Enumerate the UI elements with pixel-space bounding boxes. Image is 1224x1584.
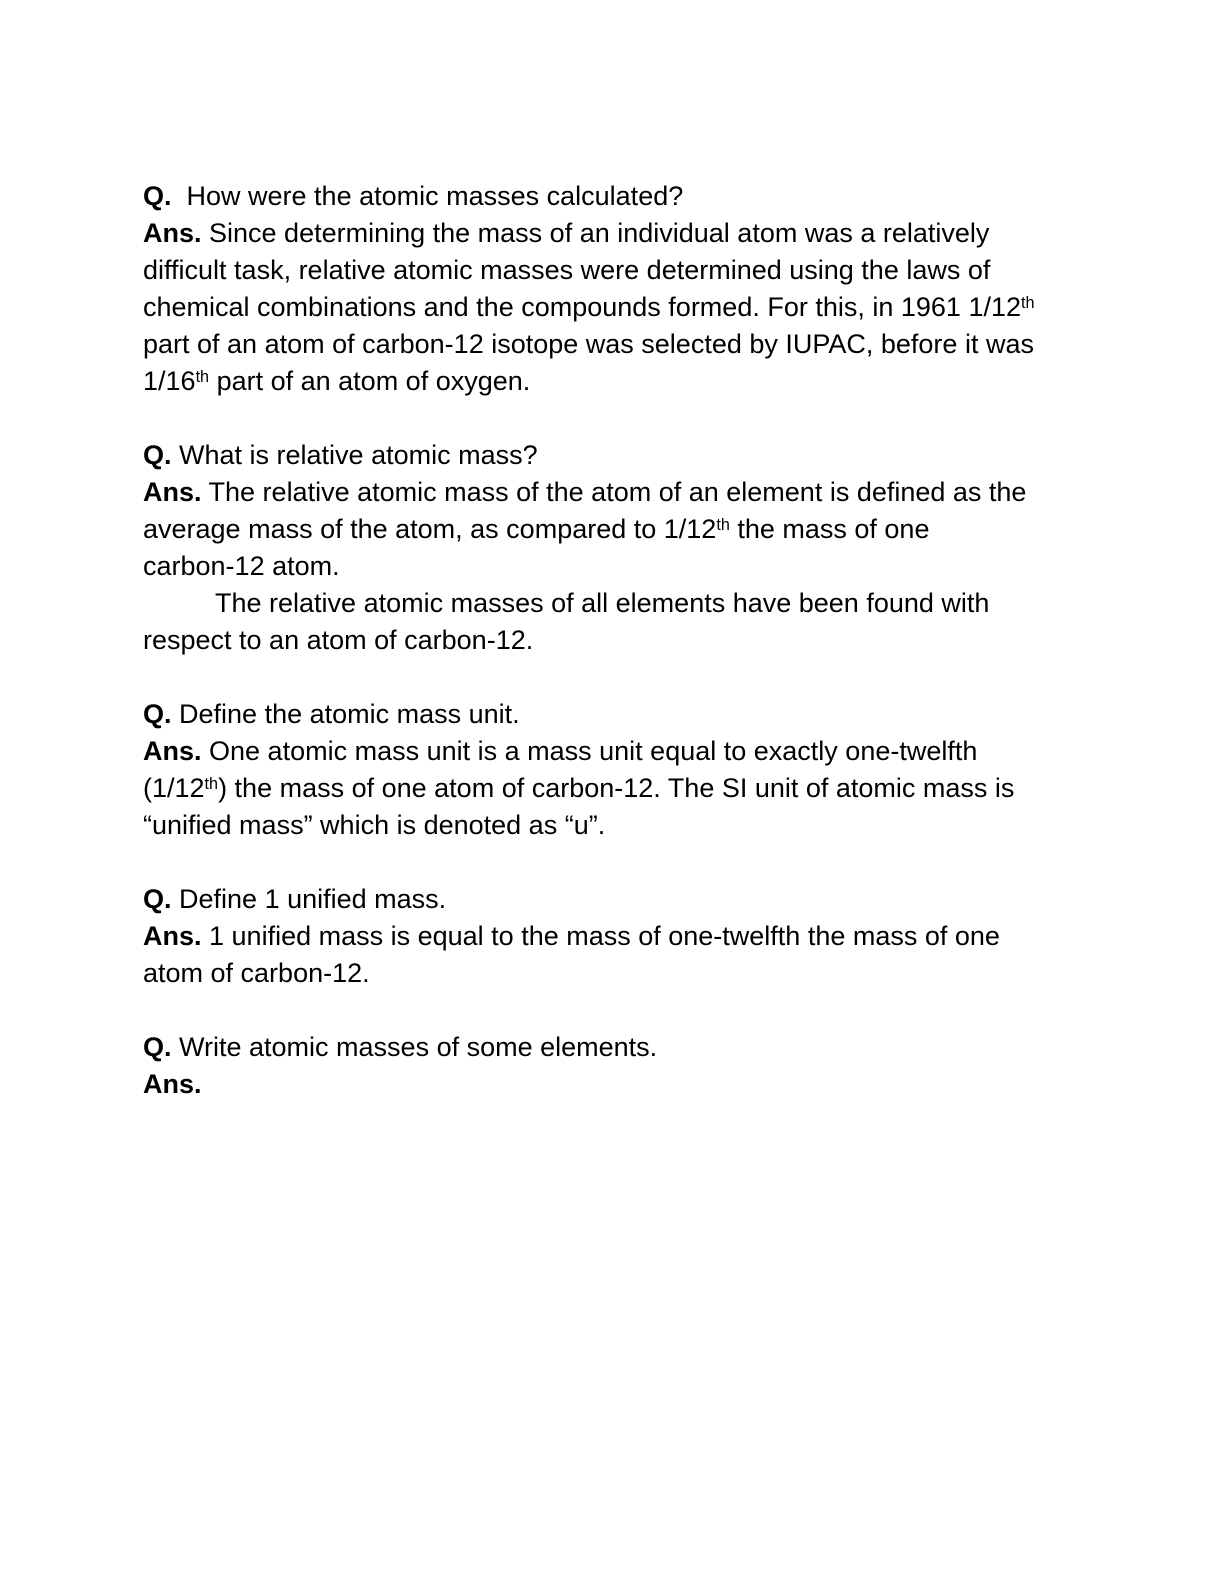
- qa-text: “unified mass” which is denoted as “u”.: [143, 810, 606, 840]
- document-body: [143, 178, 1083, 1140]
- qa-text: average mass of the atom, as compared to 1/12: [143, 514, 717, 544]
- qa-text: The relative atomic masses of all elements have been found with: [215, 588, 990, 618]
- qa-text: carbon-12 atom.: [143, 551, 340, 581]
- qa-text: ) the mass of one atom of carbon-12. The SI unit of atomic mass is: [218, 773, 1015, 803]
- qa-text: respect to an atom of carbon-12.: [143, 625, 534, 655]
- ordinal-superscript: th: [195, 368, 210, 387]
- qa-text: difficult task, relative atomic masses were determined using the laws of: [143, 255, 991, 285]
- ordinal-superscript: th: [716, 516, 730, 535]
- qa-text: atom of carbon-12.: [143, 958, 370, 988]
- qa-text: Write atomic masses of some elements.: [171, 1032, 658, 1062]
- qa-text: Define the atomic mass unit.: [171, 699, 520, 729]
- qa-paragraph: [143, 696, 1083, 844]
- qa-text: part of an atom of oxygen.: [209, 366, 531, 396]
- qa-paragraph: [143, 1029, 1083, 1103]
- tab-indent: [143, 611, 215, 612]
- qa-text: The relative atomic mass of the atom of an element is defined as the: [201, 477, 1027, 507]
- qa-paragraph: [143, 178, 1083, 400]
- qa-label: Q.: [143, 884, 172, 914]
- qa-text: 1/16: [143, 366, 196, 396]
- qa-text: the mass of one: [729, 514, 930, 544]
- qa-label: Q.: [143, 1032, 172, 1062]
- qa-text: Since determining the mass of an individual atom was a relatively: [201, 218, 990, 248]
- qa-label: Q.: [143, 440, 172, 470]
- qa-text: How were the atomic masses calculated?: [171, 181, 684, 211]
- ordinal-superscript: th: [1021, 294, 1035, 313]
- qa-text: (1/12: [143, 773, 205, 803]
- qa-text: One atomic mass unit is a mass unit equal to exactly one-twelfth: [201, 736, 978, 766]
- qa-label: Q.: [143, 181, 172, 211]
- qa-label: Ans.: [143, 218, 202, 248]
- qa-text: Define 1 unified mass.: [171, 884, 447, 914]
- qa-label: Ans.: [143, 1069, 202, 1099]
- qa-text: What is relative atomic mass?: [171, 440, 538, 470]
- qa-text: chemical combinations and the compounds formed. For this, in 1961 1/12: [143, 292, 1021, 322]
- qa-label: Ans.: [143, 736, 202, 766]
- qa-text: part of an atom of carbon-12 isotope was selected by IUPAC, before it was: [143, 329, 1034, 359]
- qa-text: 1 unified mass is equal to the mass of one-twelfth the mass of one: [201, 921, 1000, 951]
- ordinal-superscript: th: [204, 775, 219, 794]
- qa-label: Ans.: [143, 477, 202, 507]
- qa-label: Q.: [143, 699, 172, 729]
- qa-paragraph: [143, 881, 1083, 992]
- qa-paragraph: [143, 437, 1083, 659]
- qa-label: Ans.: [143, 921, 202, 951]
